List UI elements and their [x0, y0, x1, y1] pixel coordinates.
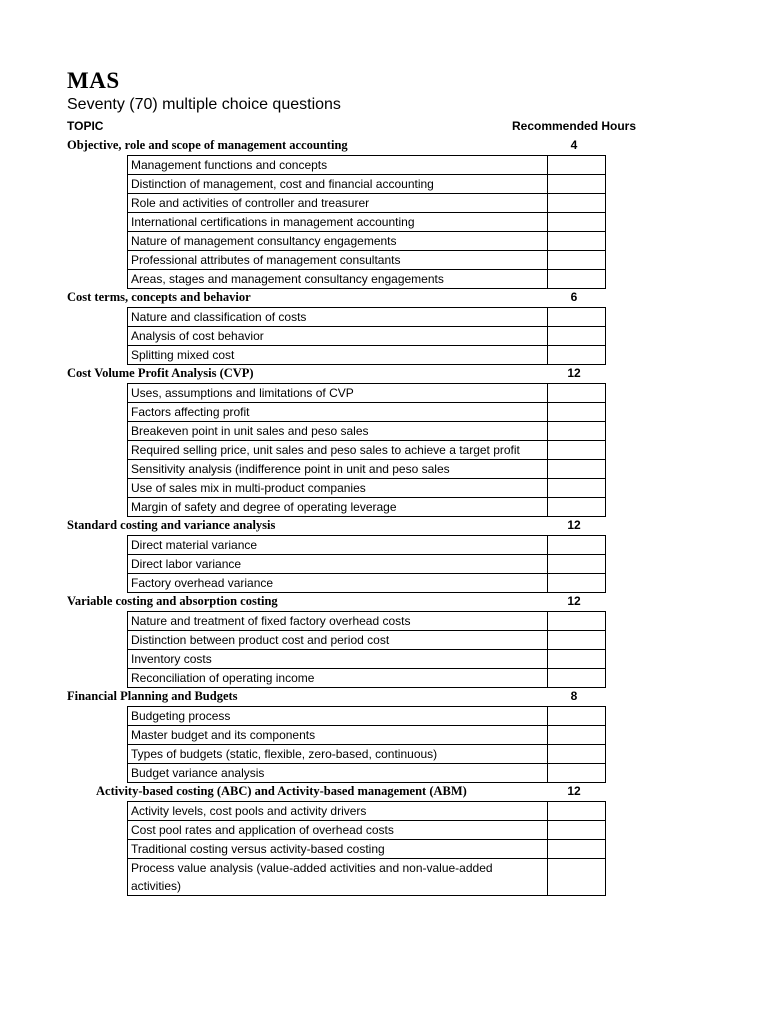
subtopic-row — [128, 802, 606, 821]
subtopic-hours-cell — [548, 308, 606, 327]
subtopic-hours-cell — [548, 403, 606, 422]
subtopic-hours-cell — [548, 498, 606, 517]
subtopic-label: Areas, stages and management consultancy engagements — [128, 270, 548, 289]
subtopic-table — [127, 155, 606, 289]
subtopic-label: Nature of management consultancy engagements — [128, 232, 548, 251]
subtopic-hours-cell — [548, 840, 606, 859]
subtopic-row — [128, 555, 606, 574]
section-header — [0, 289, 768, 307]
subtopic-hours-cell — [548, 536, 606, 555]
subtopic-row — [128, 422, 606, 441]
subtopic-table — [127, 706, 606, 783]
hours-column-header: Recommended Hours — [512, 119, 637, 133]
subtopic-hours-cell — [548, 859, 606, 896]
section-title: Cost terms, concepts and behavior — [67, 290, 251, 304]
subtopic-label: Breakeven point in unit sales and peso sales — [128, 422, 548, 441]
subtopic-hours-cell — [548, 821, 606, 840]
syllabus-content — [0, 137, 768, 896]
subtopic-label: Budget variance analysis — [128, 764, 548, 783]
subtopic-label: Factors affecting profit — [128, 403, 548, 422]
section-hours: 6 — [570, 290, 578, 304]
subtopic-label: Use of sales mix in multi-product companies — [128, 479, 548, 498]
subtopic-row — [128, 707, 606, 726]
section-hours: 8 — [570, 689, 578, 703]
document-subtitle: Seventy (70) multiple choice questions — [67, 96, 341, 113]
subtopic-row — [128, 669, 606, 688]
subtopic-hours-cell — [548, 764, 606, 783]
section-header — [0, 593, 768, 611]
subtopic-hours-cell — [548, 232, 606, 251]
subtopic-label: Sensitivity analysis (indifference point in unit and peso sales — [128, 460, 548, 479]
subtopic-label: Management functions and concepts — [128, 156, 548, 175]
subtopic-row — [128, 441, 606, 460]
subtopic-row — [128, 574, 606, 593]
subtopic-row — [128, 498, 606, 517]
subtopic-label: Master budget and its components — [128, 726, 548, 745]
subtopic-label: Cost pool rates and application of overhead costs — [128, 821, 548, 840]
section-header — [0, 688, 768, 706]
subtopic-table — [127, 535, 606, 593]
section-title: Financial Planning and Budgets — [67, 689, 238, 703]
subtopic-hours-cell — [548, 156, 606, 175]
document-title: MAS — [67, 68, 120, 93]
section-header — [0, 137, 768, 155]
subtopic-table — [127, 383, 606, 517]
section-title: Activity-based costing (ABC) and Activity-based management (ABM) — [96, 784, 467, 798]
subtopic-row — [128, 327, 606, 346]
subtopic-row — [128, 194, 606, 213]
subtopic-row — [128, 859, 606, 896]
subtopic-hours-cell — [548, 612, 606, 631]
section-header — [0, 517, 768, 535]
section-title: Variable costing and absorption costing — [67, 594, 278, 608]
subtopic-hours-cell — [548, 251, 606, 270]
subtopic-row — [128, 479, 606, 498]
subtopic-row — [128, 726, 606, 745]
subtopic-label: Direct material variance — [128, 536, 548, 555]
section-header — [0, 365, 768, 383]
subtopic-row — [128, 460, 606, 479]
subtopic-row — [128, 821, 606, 840]
subtopic-row — [128, 232, 606, 251]
subtopic-hours-cell — [548, 175, 606, 194]
subtopic-label: Traditional costing versus activity-based costing — [128, 840, 548, 859]
subtopic-hours-cell — [548, 669, 606, 688]
subtopic-label: Factory overhead variance — [128, 574, 548, 593]
subtopic-label: Direct labor variance — [128, 555, 548, 574]
section-hours: 12 — [567, 594, 581, 608]
subtopic-hours-cell — [548, 384, 606, 403]
section-hours: 12 — [567, 518, 581, 532]
subtopic-label: Nature and classification of costs — [128, 308, 548, 327]
subtopic-label: Margin of safety and degree of operating leverage — [128, 498, 548, 517]
section-hours: 12 — [567, 784, 581, 798]
subtopic-hours-cell — [548, 194, 606, 213]
subtopic-table — [127, 307, 606, 365]
subtopic-row — [128, 840, 606, 859]
section-hours: 4 — [570, 138, 578, 152]
topic-column-header: TOPIC — [67, 119, 104, 133]
section-header — [0, 783, 768, 801]
subtopic-table — [127, 801, 606, 896]
subtopic-row — [128, 384, 606, 403]
section-hours: 12 — [567, 366, 581, 380]
subtopic-label: Budgeting process — [128, 707, 548, 726]
subtopic-row — [128, 175, 606, 194]
subtopic-row — [128, 403, 606, 422]
subtopic-label: Process value analysis (value-added activities and non-value-added activities) — [128, 859, 548, 896]
subtopic-label: Nature and treatment of fixed factory overhead costs — [128, 612, 548, 631]
subtopic-table — [127, 611, 606, 688]
subtopic-hours-cell — [548, 631, 606, 650]
subtopic-label: Inventory costs — [128, 650, 548, 669]
subtopic-hours-cell — [548, 745, 606, 764]
subtopic-row — [128, 764, 606, 783]
subtopic-row — [128, 270, 606, 289]
subtopic-row — [128, 612, 606, 631]
subtopic-hours-cell — [548, 574, 606, 593]
subtopic-label: Uses, assumptions and limitations of CVP — [128, 384, 548, 403]
subtopic-hours-cell — [548, 422, 606, 441]
subtopic-label: Activity levels, cost pools and activity drivers — [128, 802, 548, 821]
subtopic-hours-cell — [548, 555, 606, 574]
subtopic-hours-cell — [548, 650, 606, 669]
subtopic-label: International certifications in management accounting — [128, 213, 548, 232]
subtopic-hours-cell — [548, 441, 606, 460]
subtopic-row — [128, 745, 606, 764]
section-title: Standard costing and variance analysis — [67, 518, 276, 532]
subtopic-label: Analysis of cost behavior — [128, 327, 548, 346]
subtopic-label: Types of budgets (static, flexible, zero-based, continuous) — [128, 745, 548, 764]
subtopic-label: Splitting mixed cost — [128, 346, 548, 365]
subtopic-row — [128, 213, 606, 232]
section-title: Cost Volume Profit Analysis (CVP) — [67, 366, 254, 380]
subtopic-hours-cell — [548, 726, 606, 745]
subtopic-hours-cell — [548, 346, 606, 365]
section-title: Objective, role and scope of management accounting — [67, 138, 348, 152]
subtopic-row — [128, 156, 606, 175]
subtopic-label: Distinction of management, cost and financial accounting — [128, 175, 548, 194]
subtopic-hours-cell — [548, 460, 606, 479]
subtopic-label: Professional attributes of management consultants — [128, 251, 548, 270]
subtopic-hours-cell — [548, 270, 606, 289]
subtopic-label: Distinction between product cost and period cost — [128, 631, 548, 650]
subtopic-hours-cell — [548, 479, 606, 498]
subtopic-hours-cell — [548, 707, 606, 726]
subtopic-row — [128, 346, 606, 365]
subtopic-label: Role and activities of controller and treasurer — [128, 194, 548, 213]
subtopic-hours-cell — [548, 802, 606, 821]
subtopic-row — [128, 650, 606, 669]
subtopic-row — [128, 536, 606, 555]
subtopic-row — [128, 631, 606, 650]
subtopic-row — [128, 308, 606, 327]
subtopic-row — [128, 251, 606, 270]
subtopic-label: Required selling price, unit sales and peso sales to achieve a target profit — [128, 441, 548, 460]
subtopic-hours-cell — [548, 327, 606, 346]
subtopic-label: Reconciliation of operating income — [128, 669, 548, 688]
subtopic-hours-cell — [548, 213, 606, 232]
